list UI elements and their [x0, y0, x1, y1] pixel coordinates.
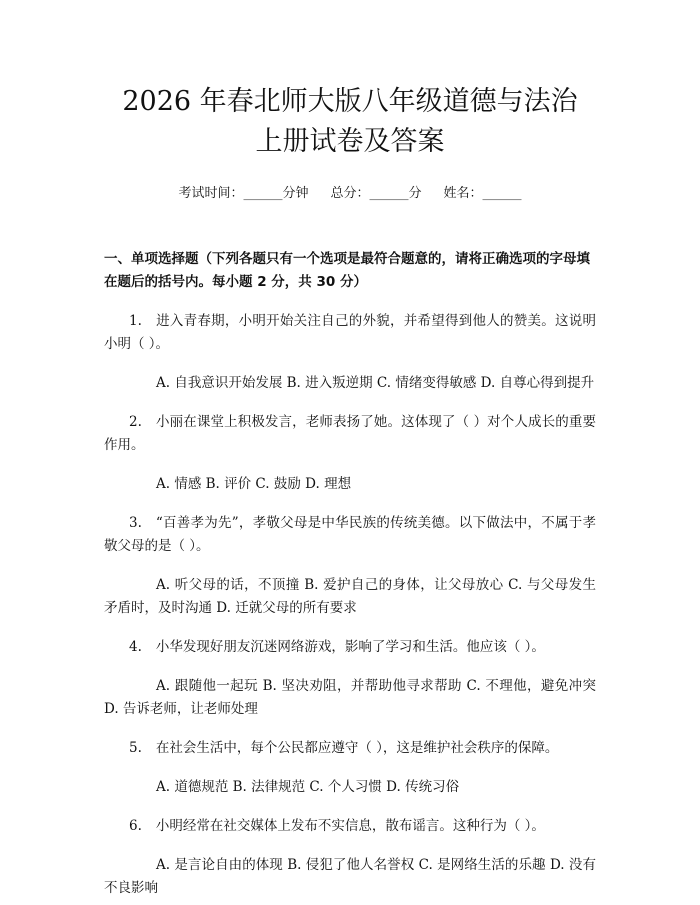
question-4-options: A. 跟随他一起玩 B. 坚决劝阻，并帮助他寻求帮助 C. 不理他，避免冲突 D. 告诉老师，让老师处理 — [104, 678, 596, 717]
question-number: 6. — [129, 818, 142, 834]
question-6-options: A. 是言论自由的体现 B. 侵犯了他人名誉权 C. 是网络生活的乐趣 D. 没有不良影响 — [104, 857, 596, 896]
question-1-stem — [104, 310, 596, 356]
question-1-options: A. 自我意识开始发展 B. 进入叛逆期 C. 情绪变得敏感 D. 自尊心得到提升 — [156, 375, 595, 391]
question-5-options: A. 道德规范 B. 法律规范 C. 个人习惯 D. 传统习俗 — [156, 779, 460, 795]
question-5-stem — [104, 737, 596, 760]
question-text: 在社会生活中，每个公民都应遵守（ ），这是维护社会秩序的保障。 — [155, 740, 559, 756]
question-number: 4. — [129, 639, 142, 655]
question-2-options: A. 情感 B. 评价 C. 鼓励 D. 理想 — [156, 476, 352, 492]
question-list — [104, 310, 596, 900]
question-2-stem — [104, 411, 596, 457]
question-text: 小华发现好朋友沉迷网络游戏，影响了学习和生活。他应该（ ）。 — [155, 639, 545, 655]
question-text: 小丽在课堂上积极发言，老师表扬了她。这体现了（ ）对个人成长的重要作用。 — [104, 414, 596, 453]
question-text: 进入青春期，小明开始关注自己的外貌，并希望得到他人的赞美。这说明小明（ ）。 — [104, 313, 596, 352]
student-name-field: 姓名：______ — [443, 186, 522, 201]
question-number: 3. — [129, 515, 142, 531]
question-4-stem — [104, 636, 596, 659]
question-text: 小明经常在社交媒体上发布不实信息，散布谣言。这种行为（ ）。 — [155, 818, 545, 834]
question-number: 2. — [129, 414, 142, 430]
question-text: “百善孝为先”，孝敬父母是中华民族的传统美德。以下做法中，不属于孝敬父母的是（ ）。 — [104, 515, 596, 554]
document-title: 2026 年春北师大版八年级道德与法治上册试卷及答案 — [122, 86, 578, 157]
total-score-field: 总分：______分 — [330, 186, 422, 201]
exam-meta — [104, 184, 596, 204]
question-number: 1. — [129, 313, 142, 329]
question-6-stem — [104, 815, 596, 838]
section-heading: 一、单项选择题（下列各题只有一个选项是最符合题意的，请将正确选项的字母填在题后的括号内。每小题 2 分，共 30 分） — [104, 251, 590, 290]
question-number: 5. — [129, 740, 142, 756]
exam-time-field: 考试时间：______分钟 — [178, 186, 309, 201]
question-3-stem — [104, 512, 596, 558]
question-3-options: A. 听父母的话，不顶撞 B. 爱护自己的身体，让父母放心 C. 与父母发生矛盾时，及时沟通 D. 迁就父母的所有要求 — [104, 577, 596, 616]
